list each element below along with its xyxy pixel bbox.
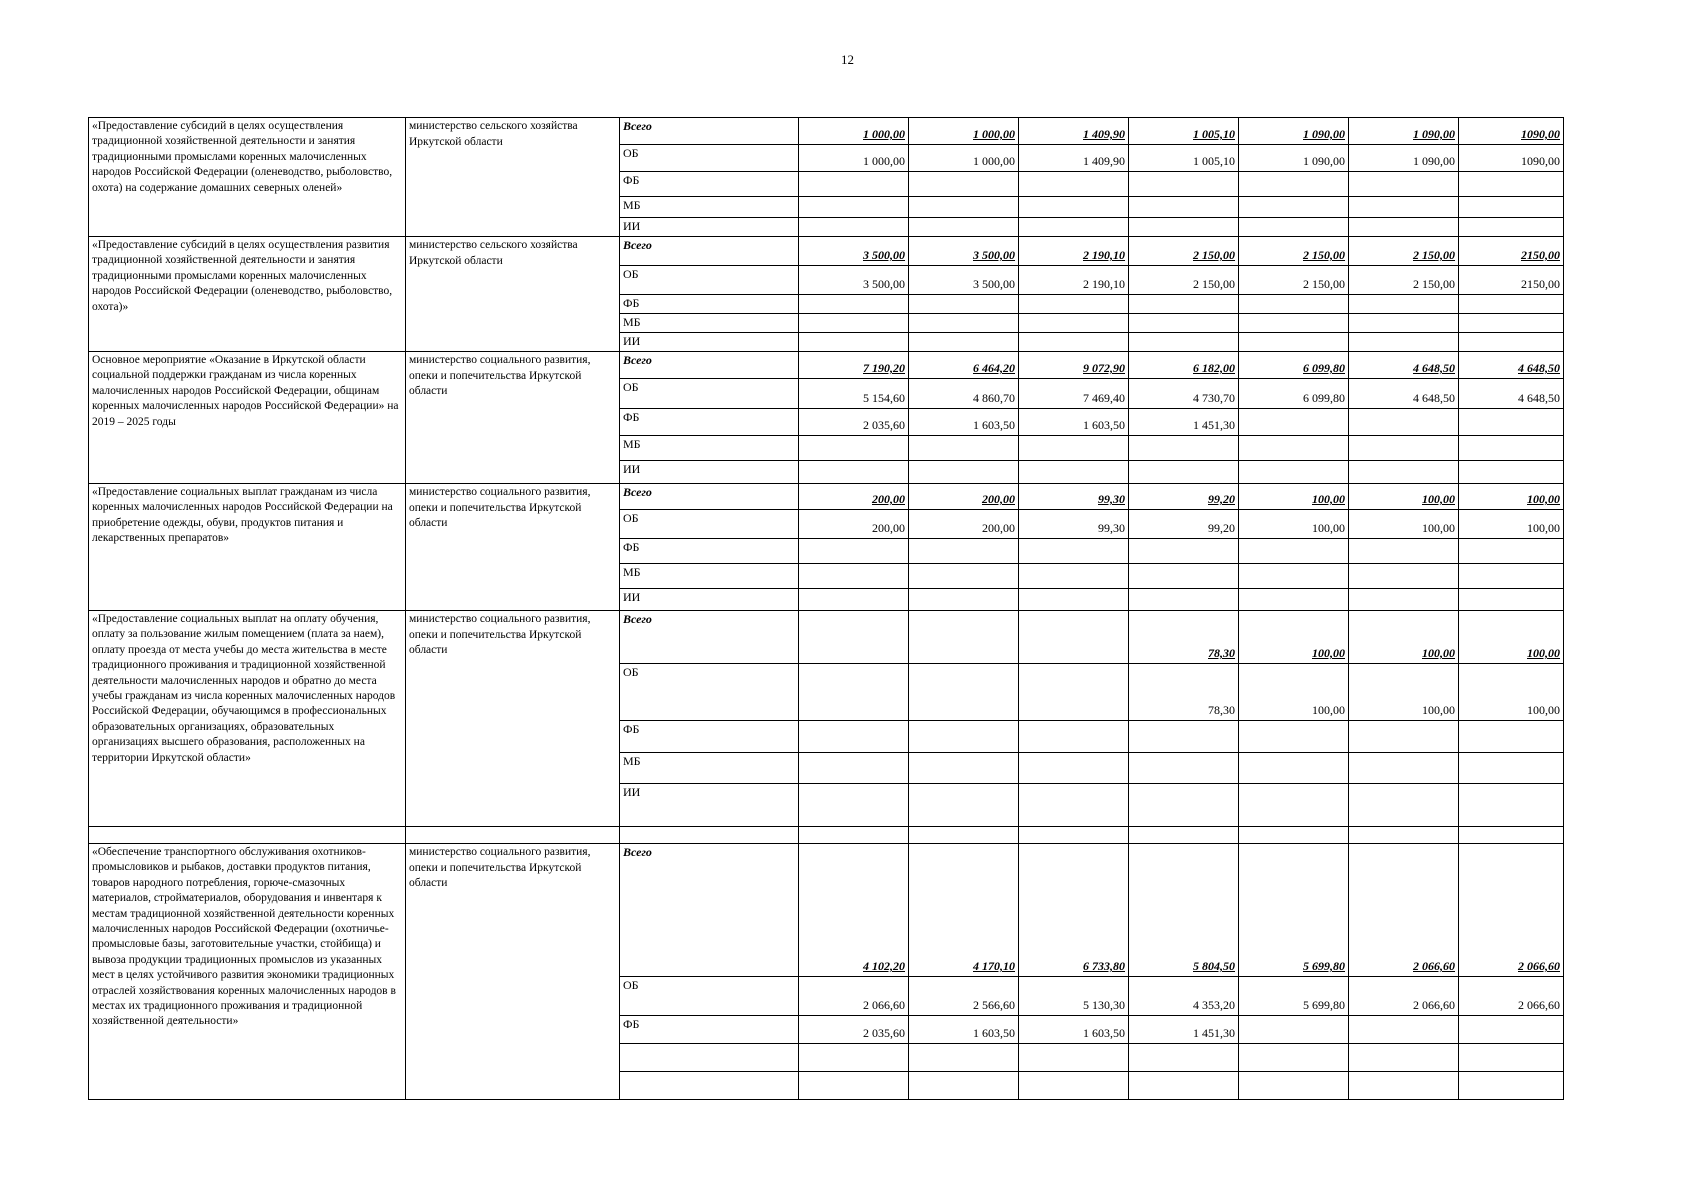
amount-cell: 7 469,40 xyxy=(1019,379,1129,409)
amount-cell xyxy=(909,1044,1019,1072)
amount-cell: 1 090,00 xyxy=(1349,145,1459,172)
amount-cell xyxy=(909,611,1019,664)
responsible-organization: министерство социального развития, опеки и попечительства Иркутской области xyxy=(406,352,620,484)
amount-cell xyxy=(799,314,909,333)
amount-cell xyxy=(1459,1072,1564,1100)
spacer-cell xyxy=(1349,827,1459,844)
amount-cell xyxy=(799,664,909,721)
amount-cell xyxy=(1129,295,1239,314)
funding-source-label: МБ xyxy=(620,753,799,784)
amount-cell xyxy=(1349,295,1459,314)
funding-source-label: МБ xyxy=(620,564,799,589)
amount-cell xyxy=(1239,409,1349,436)
funding-source-label: ОБ xyxy=(620,266,799,295)
amount-cell: 100,00 xyxy=(1239,484,1349,510)
amount-cell xyxy=(1459,218,1564,237)
amount-cell xyxy=(1459,784,1564,827)
amount-cell: 1 000,00 xyxy=(799,118,909,145)
funding-source-label: МБ xyxy=(620,314,799,333)
amount-cell: 5 699,80 xyxy=(1239,977,1349,1016)
amount-cell xyxy=(1349,461,1459,484)
amount-cell xyxy=(1129,564,1239,589)
amount-cell: 4 353,20 xyxy=(1129,977,1239,1016)
amount-cell xyxy=(909,461,1019,484)
amount-cell: 100,00 xyxy=(1459,664,1564,721)
amount-cell xyxy=(1459,197,1564,218)
funding-source-label: ОБ xyxy=(620,664,799,721)
amount-cell xyxy=(1239,436,1349,461)
spacer-cell xyxy=(406,827,620,844)
amount-cell: 5 154,60 xyxy=(799,379,909,409)
table-row xyxy=(89,484,1564,510)
amount-cell: 1 603,50 xyxy=(909,1016,1019,1044)
amount-cell: 4 648,50 xyxy=(1349,352,1459,379)
amount-cell xyxy=(1349,197,1459,218)
amount-cell xyxy=(1459,753,1564,784)
amount-cell xyxy=(1129,461,1239,484)
amount-cell xyxy=(1019,172,1129,197)
amount-cell xyxy=(1129,539,1239,564)
amount-cell xyxy=(1239,218,1349,237)
spacer-row xyxy=(89,827,1564,844)
responsible-organization: министерство социального развития, опеки и попечительства Иркутской области xyxy=(406,844,620,1100)
amount-cell: 1 603,50 xyxy=(909,409,1019,436)
amount-cell xyxy=(799,295,909,314)
amount-cell: 4 648,50 xyxy=(1459,352,1564,379)
amount-cell xyxy=(909,172,1019,197)
amount-cell: 9 072,90 xyxy=(1019,352,1129,379)
amount-cell xyxy=(1019,753,1129,784)
amount-cell xyxy=(1129,1072,1239,1100)
table-row xyxy=(89,611,1564,664)
spacer-cell xyxy=(1239,827,1349,844)
spacer-cell xyxy=(1129,827,1239,844)
amount-cell xyxy=(1239,784,1349,827)
amount-cell xyxy=(1459,172,1564,197)
amount-cell xyxy=(1239,295,1349,314)
amount-cell: 2 190,10 xyxy=(1019,237,1129,266)
amount-cell xyxy=(1019,564,1129,589)
amount-cell xyxy=(799,753,909,784)
amount-cell: 2 035,60 xyxy=(799,1016,909,1044)
amount-cell: 6 182,00 xyxy=(1129,352,1239,379)
amount-cell: 2 066,60 xyxy=(1459,977,1564,1016)
funding-source-label: Всего xyxy=(620,352,799,379)
spacer-cell xyxy=(799,827,909,844)
amount-cell: 4 648,50 xyxy=(1459,379,1564,409)
funding-source-label: ИИ xyxy=(620,461,799,484)
amount-cell xyxy=(1459,409,1564,436)
amount-cell: 1 409,90 xyxy=(1019,145,1129,172)
amount-cell xyxy=(1019,1044,1129,1072)
amount-cell xyxy=(1239,314,1349,333)
funding-source-label xyxy=(620,1072,799,1100)
amount-cell: 100,00 xyxy=(1459,611,1564,664)
table-body xyxy=(89,118,1564,1100)
funding-source-label: МБ xyxy=(620,197,799,218)
amount-cell: 100,00 xyxy=(1459,510,1564,539)
amount-cell xyxy=(1349,784,1459,827)
amount-cell xyxy=(1239,589,1349,611)
amount-cell: 78,30 xyxy=(1129,664,1239,721)
funding-source-label xyxy=(620,1044,799,1072)
funding-source-label: Всего xyxy=(620,844,799,977)
amount-cell: 1 000,00 xyxy=(909,145,1019,172)
amount-cell: 200,00 xyxy=(799,484,909,510)
amount-cell xyxy=(799,461,909,484)
table-row xyxy=(89,118,1564,145)
amount-cell xyxy=(909,333,1019,352)
amount-cell: 5 804,50 xyxy=(1129,844,1239,977)
amount-cell xyxy=(1459,461,1564,484)
amount-cell xyxy=(799,1072,909,1100)
amount-cell: 2 150,00 xyxy=(1349,266,1459,295)
amount-cell xyxy=(1019,197,1129,218)
funding-source-label: ИИ xyxy=(620,589,799,611)
amount-cell xyxy=(1129,1044,1239,1072)
measure-description: «Предоставление социальных выплат гражданам из числа коренных малочисленных народов Российской Федерации на приобретение одежды, обуви, продуктов питания и лекарственных препаратов» xyxy=(89,484,406,611)
amount-cell xyxy=(1459,1044,1564,1072)
amount-cell xyxy=(1129,784,1239,827)
amount-cell xyxy=(799,172,909,197)
amount-cell xyxy=(799,784,909,827)
amount-cell: 1 409,90 xyxy=(1019,118,1129,145)
amount-cell: 1 451,30 xyxy=(1129,409,1239,436)
spacer-cell xyxy=(1459,827,1564,844)
amount-cell xyxy=(909,721,1019,753)
amount-cell xyxy=(1349,333,1459,352)
amount-cell xyxy=(799,564,909,589)
amount-cell xyxy=(1129,197,1239,218)
amount-cell xyxy=(1459,589,1564,611)
amount-cell: 100,00 xyxy=(1349,664,1459,721)
amount-cell xyxy=(1349,218,1459,237)
funding-source-label: Всего xyxy=(620,237,799,266)
amount-cell: 1 090,00 xyxy=(1239,118,1349,145)
funding-source-label: ФБ xyxy=(620,409,799,436)
amount-cell xyxy=(909,436,1019,461)
amount-cell xyxy=(1019,539,1129,564)
measure-description: «Обеспечение транспортного обслуживания охотников-промысловиков и рыбаков, доставки продуктов питания, товаров народного потребления, горюче-смазочных материалов, стройматериалов, оборудования и инвентаря к местам традиционной хозяйственной деятельности коренных малочисленных народов Российской Федерации (охотничье-промысловые базы, заготовительные участки, стойбища) и вывоза продукции традиционных промыслов из указанных мест в целях устойчивого развития экономики традиционных отраслей хозяйствования коренных малочисленных народов в местах их традиционного проживания и традиционной хозяйственной деятельности» xyxy=(89,844,406,1100)
amount-cell xyxy=(799,589,909,611)
amount-cell xyxy=(799,721,909,753)
amount-cell xyxy=(1239,753,1349,784)
amount-cell xyxy=(1239,539,1349,564)
amount-cell: 78,30 xyxy=(1129,611,1239,664)
amount-cell: 4 860,70 xyxy=(909,379,1019,409)
amount-cell: 2150,00 xyxy=(1459,237,1564,266)
amount-cell: 99,30 xyxy=(1019,510,1129,539)
amount-cell: 100,00 xyxy=(1239,611,1349,664)
amount-cell: 6 733,80 xyxy=(1019,844,1129,977)
amount-cell xyxy=(1349,753,1459,784)
amount-cell: 2 150,00 xyxy=(1129,237,1239,266)
amount-cell: 2 066,60 xyxy=(1349,977,1459,1016)
funding-source-label: ФБ xyxy=(620,721,799,753)
amount-cell xyxy=(1019,218,1129,237)
amount-cell: 100,00 xyxy=(1459,484,1564,510)
amount-cell xyxy=(1019,784,1129,827)
amount-cell xyxy=(799,218,909,237)
amount-cell xyxy=(909,218,1019,237)
amount-cell xyxy=(1019,436,1129,461)
amount-cell xyxy=(1239,1044,1349,1072)
amount-cell: 3 500,00 xyxy=(799,266,909,295)
funding-source-label: Всего xyxy=(620,611,799,664)
amount-cell: 100,00 xyxy=(1349,510,1459,539)
amount-cell xyxy=(1019,611,1129,664)
amount-cell xyxy=(1239,172,1349,197)
funding-source-label: Всего xyxy=(620,484,799,510)
amount-cell: 1 005,10 xyxy=(1129,118,1239,145)
measure-description: Основное мероприятие «Оказание в Иркутской области социальной поддержки гражданам из числа коренных малочисленных народов Российской Федерации, общинам коренных малочисленных народов Российской Федерации» на 2019 – 2025 годы xyxy=(89,352,406,484)
responsible-organization: министерство сельского хозяйства Иркутской области xyxy=(406,118,620,237)
amount-cell xyxy=(799,197,909,218)
amount-cell: 1 090,00 xyxy=(1239,145,1349,172)
amount-cell xyxy=(909,539,1019,564)
amount-cell: 100,00 xyxy=(1239,510,1349,539)
amount-cell xyxy=(1459,539,1564,564)
funding-source-label: ОБ xyxy=(620,145,799,172)
funding-source-label: ОБ xyxy=(620,379,799,409)
amount-cell xyxy=(1129,753,1239,784)
funding-source-label: ФБ xyxy=(620,295,799,314)
amount-cell xyxy=(909,753,1019,784)
amount-cell: 2 150,00 xyxy=(1239,266,1349,295)
amount-cell xyxy=(799,436,909,461)
amount-cell: 200,00 xyxy=(909,484,1019,510)
amount-cell: 3 500,00 xyxy=(909,266,1019,295)
amount-cell: 2 566,60 xyxy=(909,977,1019,1016)
measure-description: «Предоставление субсидий в целях осуществления развития традиционной хозяйственной деятельности и занятия традиционными промыслами коренных малочисленных народов Российской Федерации (оленеводство, рыболовство, охота)» xyxy=(89,237,406,352)
page-number: 12 xyxy=(841,52,854,67)
amount-cell xyxy=(1239,1016,1349,1044)
amount-cell xyxy=(1459,314,1564,333)
amount-cell xyxy=(1459,564,1564,589)
funding-source-label: ФБ xyxy=(620,539,799,564)
amount-cell: 5 130,30 xyxy=(1019,977,1129,1016)
amount-cell xyxy=(1349,409,1459,436)
table-row xyxy=(89,844,1564,977)
amount-cell xyxy=(1129,589,1239,611)
amount-cell: 1 000,00 xyxy=(799,145,909,172)
amount-cell xyxy=(1019,333,1129,352)
funding-source-label: ФБ xyxy=(620,1016,799,1044)
amount-cell xyxy=(1349,721,1459,753)
amount-cell: 3 500,00 xyxy=(799,237,909,266)
amount-cell: 2 066,60 xyxy=(1459,844,1564,977)
amount-cell xyxy=(909,564,1019,589)
amount-cell xyxy=(1349,1016,1459,1044)
table-row xyxy=(89,352,1564,379)
amount-cell xyxy=(1459,721,1564,753)
amount-cell xyxy=(1239,721,1349,753)
funding-source-label: ОБ xyxy=(620,510,799,539)
amount-cell xyxy=(1129,436,1239,461)
amount-cell xyxy=(1239,197,1349,218)
amount-cell: 2 150,00 xyxy=(1349,237,1459,266)
amount-cell: 4 102,20 xyxy=(799,844,909,977)
amount-cell: 7 190,20 xyxy=(799,352,909,379)
amount-cell xyxy=(1129,721,1239,753)
amount-cell: 200,00 xyxy=(909,510,1019,539)
spacer-cell xyxy=(620,827,799,844)
amount-cell: 99,20 xyxy=(1129,484,1239,510)
spacer-cell xyxy=(909,827,1019,844)
amount-cell xyxy=(1349,564,1459,589)
amount-cell: 1 000,00 xyxy=(909,118,1019,145)
amount-cell: 2 066,60 xyxy=(799,977,909,1016)
amount-cell xyxy=(1349,539,1459,564)
amount-cell xyxy=(909,784,1019,827)
funding-source-label: ИИ xyxy=(620,218,799,237)
funding-source-label: ОБ xyxy=(620,977,799,1016)
amount-cell xyxy=(1349,1044,1459,1072)
amount-cell xyxy=(1459,295,1564,314)
amount-cell: 5 699,80 xyxy=(1239,844,1349,977)
amount-cell xyxy=(1019,664,1129,721)
amount-cell xyxy=(1239,564,1349,589)
amount-cell: 4 170,10 xyxy=(909,844,1019,977)
amount-cell xyxy=(1349,172,1459,197)
funding-source-label: ФБ xyxy=(620,172,799,197)
amount-cell: 1 005,10 xyxy=(1129,145,1239,172)
measure-description: «Предоставление социальных выплат на оплату обучения, оплату за пользование жилым помещением (плата за наем), оплату проезда от места учебы до места жительства в месте традиционного проживания и традиционной хозяйственной деятельности малочисленных народов и обратно до места учебы гражданам из числа коренных малочисленных народов Российской Федерации, обучающимся в профессиональных образовательных организациях, образовательных организациях высшего образования, расположенных на территории Иркутской области» xyxy=(89,611,406,827)
amount-cell xyxy=(1129,333,1239,352)
amount-cell xyxy=(1129,218,1239,237)
amount-cell xyxy=(1459,1016,1564,1044)
amount-cell xyxy=(1349,1072,1459,1100)
amount-cell xyxy=(1459,333,1564,352)
amount-cell xyxy=(1459,436,1564,461)
amount-cell: 2 035,60 xyxy=(799,409,909,436)
amount-cell: 6 099,80 xyxy=(1239,379,1349,409)
amount-cell: 1 603,50 xyxy=(1019,409,1129,436)
amount-cell: 4 648,50 xyxy=(1349,379,1459,409)
amount-cell xyxy=(1019,721,1129,753)
amount-cell xyxy=(1129,172,1239,197)
amount-cell: 1 451,30 xyxy=(1129,1016,1239,1044)
amount-cell xyxy=(1129,314,1239,333)
responsible-organization: министерство сельского хозяйства Иркутской области xyxy=(406,237,620,352)
amount-cell xyxy=(909,1072,1019,1100)
amount-cell xyxy=(909,664,1019,721)
measure-description: «Предоставление субсидий в целях осуществления традиционной хозяйственной деятельности и занятия традиционными промыслами коренных малочисленных народов Российской Федерации (оленеводство, рыболовство, охота) на содержание домашних северных оленей» xyxy=(89,118,406,237)
amount-cell xyxy=(909,589,1019,611)
amount-cell xyxy=(1019,589,1129,611)
amount-cell: 2150,00 xyxy=(1459,266,1564,295)
amount-cell xyxy=(1239,333,1349,352)
amount-cell xyxy=(909,197,1019,218)
amount-cell xyxy=(1019,461,1129,484)
funding-source-label: ИИ xyxy=(620,333,799,352)
responsible-organization: министерство социального развития, опеки и попечительства Иркутской области xyxy=(406,611,620,827)
amount-cell: 2 150,00 xyxy=(1239,237,1349,266)
amount-cell xyxy=(909,295,1019,314)
amount-cell xyxy=(799,1044,909,1072)
amount-cell: 6 464,20 xyxy=(909,352,1019,379)
funding-source-label: Всего xyxy=(620,118,799,145)
funding-source-label: МБ xyxy=(620,436,799,461)
spacer-cell xyxy=(1019,827,1129,844)
amount-cell: 100,00 xyxy=(1349,611,1459,664)
amount-cell: 1 090,00 xyxy=(1349,118,1459,145)
amount-cell xyxy=(1349,314,1459,333)
amount-cell xyxy=(1019,314,1129,333)
amount-cell xyxy=(1239,1072,1349,1100)
funding-source-label: ИИ xyxy=(620,784,799,827)
amount-cell xyxy=(1349,589,1459,611)
responsible-organization: министерство социального развития, опеки и попечительства Иркутской области xyxy=(406,484,620,611)
amount-cell: 1090,00 xyxy=(1459,145,1564,172)
amount-cell: 100,00 xyxy=(1239,664,1349,721)
amount-cell xyxy=(1019,295,1129,314)
amount-cell xyxy=(799,611,909,664)
amount-cell: 6 099,80 xyxy=(1239,352,1349,379)
budget-table xyxy=(88,117,1564,1100)
amount-cell: 1090,00 xyxy=(1459,118,1564,145)
amount-cell: 2 190,10 xyxy=(1019,266,1129,295)
amount-cell xyxy=(1239,461,1349,484)
amount-cell: 99,30 xyxy=(1019,484,1129,510)
amount-cell: 1 603,50 xyxy=(1019,1016,1129,1044)
amount-cell xyxy=(1349,436,1459,461)
amount-cell: 2 066,60 xyxy=(1349,844,1459,977)
amount-cell xyxy=(1019,1072,1129,1100)
amount-cell: 99,20 xyxy=(1129,510,1239,539)
spacer-cell xyxy=(89,827,406,844)
amount-cell xyxy=(799,539,909,564)
amount-cell: 3 500,00 xyxy=(909,237,1019,266)
amount-cell: 200,00 xyxy=(799,510,909,539)
amount-cell xyxy=(909,314,1019,333)
amount-cell: 4 730,70 xyxy=(1129,379,1239,409)
table-row xyxy=(89,237,1564,266)
amount-cell xyxy=(799,333,909,352)
amount-cell: 2 150,00 xyxy=(1129,266,1239,295)
amount-cell: 100,00 xyxy=(1349,484,1459,510)
